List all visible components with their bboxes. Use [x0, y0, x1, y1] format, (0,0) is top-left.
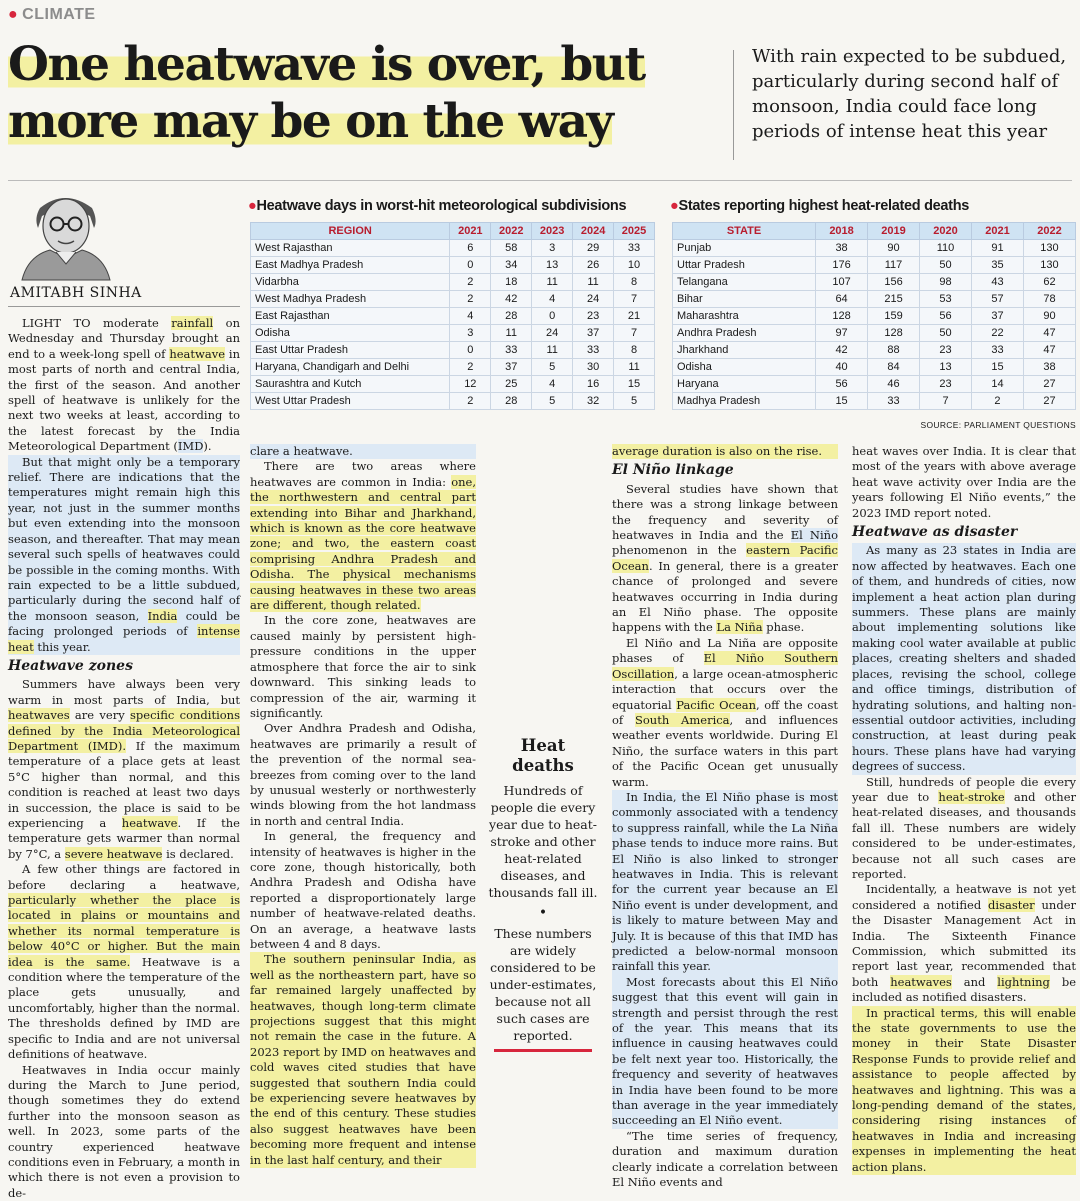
row-label-cell: Telangana — [673, 274, 816, 291]
value-cell: 28 — [491, 308, 532, 325]
row-label-cell: Maharashtra — [673, 308, 816, 325]
value-cell: 159 — [868, 308, 920, 325]
subhead-heatwave-disaster: Heatwave as disaster — [852, 525, 1076, 540]
value-cell: 176 — [816, 257, 868, 274]
header-rule — [8, 180, 1072, 181]
value-cell: 88 — [868, 342, 920, 359]
table-row — [673, 376, 1076, 393]
value-cell: 110 — [920, 240, 972, 257]
column-header-label: STATE — [673, 223, 816, 240]
row-label-cell: East Madhya Pradesh — [251, 257, 450, 274]
row-label-cell: East Uttar Pradesh — [251, 342, 450, 359]
table-row — [251, 359, 655, 376]
row-label-cell: Odisha — [251, 325, 450, 342]
subhead-el-nino: El Niño linkage — [612, 463, 838, 478]
row-label-cell: Bihar — [673, 291, 816, 308]
value-cell: 4 — [532, 376, 573, 393]
paragraph: Summers have always been very warm in most parts of India, but heatwaves are very specific conditions defined by the India Meteorological Department (IMD). If the maximum temperature of a place gets at least 5°C higher than normal, and this condition is reached at least two days in succession, the place is said to be experiencing a heatwave. If the temperature gets warmer than normal by 7°C, a severe heatwave is declared. — [8, 677, 240, 862]
table-row — [673, 291, 1076, 308]
value-cell: 37 — [573, 325, 614, 342]
value-cell: 18 — [491, 274, 532, 291]
row-label-cell: Jharkhand — [673, 342, 816, 359]
value-cell: 98 — [920, 274, 972, 291]
table-row — [673, 257, 1076, 274]
value-cell: 0 — [450, 342, 491, 359]
author-byline: AMITABH SINHA — [10, 285, 142, 301]
row-label-cell: Uttar Pradesh — [673, 257, 816, 274]
value-cell: 23 — [920, 342, 972, 359]
column-header-year: 2018 — [816, 223, 868, 240]
value-cell: 30 — [573, 359, 614, 376]
column-header-year: 2023 — [532, 223, 573, 240]
paragraph: As many as 23 states in India are now affected by heatwaves. Each one of them, and hundreds of cities, now implement a heat action plan during summers. These plans are mainly about implementing solutions like making cool water available at public places, creating shelters and shaded places, revising the school, college and office timings, distribution of hydrating solutions, and halting non-essential outdoor activities, including construction, at least during peak hours. These plans have had varying degrees of success. — [852, 543, 1076, 774]
value-cell: 50 — [920, 325, 972, 342]
headline: One heatwave is over, but more may be on the way — [8, 36, 718, 150]
table-row — [673, 359, 1076, 376]
paragraph: heat waves over India. It is clear that most of the years with above average heat wave activity over India are the years following El Niño events,” the 2023 IMD report noted. — [852, 444, 1076, 521]
value-cell: 5 — [614, 393, 655, 410]
value-cell: 5 — [532, 393, 573, 410]
column-header-year: 2024 — [573, 223, 614, 240]
value-cell: 57 — [971, 291, 1023, 308]
table-row — [673, 274, 1076, 291]
value-cell: 47 — [1023, 325, 1075, 342]
value-cell: 2 — [450, 393, 491, 410]
value-cell: 27 — [1023, 393, 1075, 410]
paragraph: A few other things are factored in before declaring a heatwave, particularly whether the place is located in plains or mountains and whether its normal temperature is below 40°C or higher. But the main idea is the same. Heatwave is a condition where the temperature of the place gets unusually, and uncomfortably, higher than the normal. The thresholds defined by IMD are specific to India and are not universal definitions of heatwave. — [8, 862, 240, 1062]
row-label-cell: Haryana — [673, 376, 816, 393]
value-cell: 11 — [573, 274, 614, 291]
column-header-label: REGION — [251, 223, 450, 240]
value-cell: 33 — [868, 393, 920, 410]
value-cell: 90 — [1023, 308, 1075, 325]
value-cell: 38 — [1023, 359, 1075, 376]
value-cell: 3 — [532, 240, 573, 257]
value-cell: 62 — [1023, 274, 1075, 291]
value-cell: 2 — [450, 291, 491, 308]
row-label-cell: East Rajasthan — [251, 308, 450, 325]
row-label-cell: Haryana, Chandigarh and Delhi — [251, 359, 450, 376]
table-row — [251, 325, 655, 342]
value-cell: 156 — [868, 274, 920, 291]
value-cell: 6 — [450, 240, 491, 257]
value-cell: 33 — [971, 342, 1023, 359]
article-column-2 — [250, 444, 476, 1056]
paragraph: Over Andhra Pradesh and Odisha, heatwaves are primarily a result of the prevention of the normal sea-breezes from coming over to the land by unusual westerly or northwesterly winds blowing from the hot landmass in north and central India. — [250, 721, 476, 829]
value-cell: 24 — [532, 325, 573, 342]
column-header-year: 2025 — [614, 223, 655, 240]
column-header-year: 2020 — [920, 223, 972, 240]
heatwave-days-table — [250, 222, 655, 410]
table-row — [251, 274, 655, 291]
paragraph: In India, the El Niño phase is most commonly associated with a tendency to suppress rainfall, while the La Niña phase tends to induce more rains. But El Niño is also linked to stronger heatwaves in India. This is relevant for the current year because an El Niño event is under development, and is likely to mature between May and July. It is because of this that IMD has predicted a below-normal monsoon rainfall this year. — [612, 790, 838, 975]
value-cell: 15 — [816, 393, 868, 410]
column-header-year: 2019 — [868, 223, 920, 240]
value-cell: 56 — [816, 376, 868, 393]
paragraph: Several studies have shown that there was a strong linkage between the frequency and severity of heatwaves in India and the El Niño phenomenon in the eastern Pacific Ocean. In general, there is a greater chance of prolonged and severe heatwaves occurring in India during an El Niño phase. The opposite happens with the La Niña phase. — [612, 482, 838, 636]
value-cell: 4 — [450, 308, 491, 325]
table1-title: ●Heatwave days in worst-hit meteorological subdivisions — [248, 198, 626, 214]
paragraph: LIGHT TO moderate rainfall on Wednesday and Thursday brought an end to a week-long spell of heatwave in most parts of north and central India, the first of the season. And another spell of heatwave is unlikely for the next two weeks at least, according to the latest forecast by the India Meteorological Department (IMD). — [8, 316, 240, 455]
value-cell: 8 — [614, 342, 655, 359]
paragraph: Most forecasts about this El Niño suggest that this event will gain in strength and persist through the rest of the year. This means that its influence in causing heatwaves could be felt next year too. Historically, the frequency and severity of heatwaves in India have been found to be more than average in the year immediately succeeding an El Niño event. — [612, 975, 838, 1129]
value-cell: 23 — [573, 308, 614, 325]
value-cell: 32 — [573, 393, 614, 410]
table-row — [673, 393, 1076, 410]
value-cell: 58 — [491, 240, 532, 257]
value-cell: 26 — [573, 257, 614, 274]
article-column-4 — [852, 444, 1076, 1056]
value-cell: 64 — [816, 291, 868, 308]
value-cell: 2 — [450, 274, 491, 291]
value-cell: 22 — [971, 325, 1023, 342]
value-cell: 12 — [450, 376, 491, 393]
article-column-1 — [8, 316, 240, 1056]
value-cell: 4 — [532, 291, 573, 308]
paragraph: There are two areas where heatwaves are common in India: one, the northwestern and central part extending into Bihar and Jharkhand, which is known as the core heatwave zone; and two, the eastern coast comprising Andhra Pradesh and Odisha. The physical mechanisms causing heatwaves in these two areas are different, though related. — [250, 459, 476, 613]
value-cell: 7 — [614, 291, 655, 308]
table-row — [673, 240, 1076, 257]
paragraph: El Niño and La Niña are opposite phases of El Niño Southern Oscillation, a large ocean-atmospheric interaction that occurs over the equatorial Pacific Ocean, off the coast of South America, and influences weather events worldwide. During El Niño, the surface waters in this part of the Pacific Ocean get unusually warm. — [612, 636, 838, 790]
value-cell: 27 — [1023, 376, 1075, 393]
column-header-year: 2022 — [1023, 223, 1075, 240]
paragraph: The southern peninsular India, as well as the northeastern part, have so far remained largely unaffected by heatwaves, though long-term climate projections suggest that this might not remain the case in the future. A 2023 report by IMD on heatwaves and cold waves cited studies that have suggested that southern India could be experiencing severe heatwaves by the end of this century. These studies also suggest heatwaves have been becoming more frequent and intense in the last half century, and their — [250, 952, 476, 1168]
value-cell: 28 — [491, 393, 532, 410]
value-cell: 117 — [868, 257, 920, 274]
value-cell: 11 — [532, 274, 573, 291]
value-cell: 107 — [816, 274, 868, 291]
value-cell: 90 — [868, 240, 920, 257]
value-cell: 33 — [614, 240, 655, 257]
paragraph: average duration is also on the rise. — [612, 444, 838, 459]
value-cell: 29 — [573, 240, 614, 257]
value-cell: 0 — [532, 308, 573, 325]
value-cell: 128 — [868, 325, 920, 342]
table-header-row — [673, 223, 1076, 240]
author-portrait — [10, 186, 120, 280]
value-cell: 42 — [816, 342, 868, 359]
value-cell: 13 — [920, 359, 972, 376]
value-cell: 23 — [920, 376, 972, 393]
value-cell: 7 — [920, 393, 972, 410]
row-label-cell: Punjab — [673, 240, 816, 257]
value-cell: 91 — [971, 240, 1023, 257]
value-cell: 38 — [816, 240, 868, 257]
paragraph: But that might only be a temporary relief. There are indications that the temperatures might remain high this year, not just in the summer months but even extending into the monsoon season, and thereafter. That may mean several such spells of heatwaves could be possible in the coming months. With rain expected to be a little subdued, particularly during the second half of the monsoon season, India could be facing prolonged periods of intense heat this year. — [8, 455, 240, 655]
sidebar-text: Hundreds of people die every year due to heat-stroke and other heat-related diseases, and thousands fall ill. — [488, 782, 598, 901]
value-cell: 35 — [971, 257, 1023, 274]
table-row — [251, 342, 655, 359]
sidebar-bullet: • — [488, 905, 598, 921]
row-label-cell: West Rajasthan — [251, 240, 450, 257]
sidebar-rule — [494, 1049, 592, 1052]
row-label-cell: West Madhya Pradesh — [251, 291, 450, 308]
table-row — [251, 291, 655, 308]
value-cell: 97 — [816, 325, 868, 342]
table-row — [673, 342, 1076, 359]
value-cell: 84 — [868, 359, 920, 376]
paragraph: Still, hundreds of people die every year due to heat-stroke and other heat-related diseases, and thousands fall ill. These numbers are widely considered to be under-estimates, because not all such cases are reported. — [852, 775, 1076, 883]
value-cell: 42 — [491, 291, 532, 308]
value-cell: 2 — [971, 393, 1023, 410]
value-cell: 11 — [614, 359, 655, 376]
subhead-heatwave-zones: Heatwave zones — [8, 659, 240, 674]
table-row — [251, 308, 655, 325]
value-cell: 34 — [491, 257, 532, 274]
byline-rule — [8, 306, 240, 307]
value-cell: 50 — [920, 257, 972, 274]
value-cell: 78 — [1023, 291, 1075, 308]
table-row — [673, 308, 1076, 325]
value-cell: 10 — [614, 257, 655, 274]
value-cell: 15 — [971, 359, 1023, 376]
source-note: SOURCE: PARLIAMENT QUESTIONS — [820, 420, 1076, 430]
heat-deaths-sidebar — [488, 736, 598, 1052]
value-cell: 3 — [450, 325, 491, 342]
value-cell: 47 — [1023, 342, 1075, 359]
table2-title: ●States reporting highest heat-related deaths — [670, 198, 969, 214]
headline-divider — [733, 50, 734, 160]
value-cell: 43 — [971, 274, 1023, 291]
paragraph: In the core zone, heatwaves are caused mainly by persistent high-pressure conditions in the upper atmosphere that force the air to sink downward. This sinking leads to compression of the air, warming it significantly. — [250, 613, 476, 721]
value-cell: 53 — [920, 291, 972, 308]
value-cell: 215 — [868, 291, 920, 308]
paragraph: Heatwaves in India occur mainly during the March to June period, though sometimes they do extend further into the monsoon season as well. In 2023, some parts of the country experienced heatwave conditions even in February, a month in which there is not even a provision to de- — [8, 1063, 240, 1201]
table-row — [251, 257, 655, 274]
row-label-cell: West Uttar Pradesh — [251, 393, 450, 410]
paragraph: In general, the frequency and intensity of heatwaves is higher in the core zone, though historically, both Andhra Pradesh and Odisha have reported a disproportionately large number of heatwave-related deaths. On an average, a heatwave lasts between 4 and 8 days. — [250, 829, 476, 952]
value-cell: 128 — [816, 308, 868, 325]
standfirst: With rain expected to be subdued, particularly during second half of monsoon, India could face long periods of intense heat this year — [752, 44, 1072, 144]
row-label-cell: Andhra Pradesh — [673, 325, 816, 342]
value-cell: 21 — [614, 308, 655, 325]
row-label-cell: Odisha — [673, 359, 816, 376]
paragraph: “The time series of frequency, duration and maximum duration clearly indicate a correlation between El Niño events and — [612, 1129, 838, 1191]
sidebar-text: These numbers are widely considered to be under-estimates, because not all such cases are reported. — [488, 925, 598, 1044]
value-cell: 130 — [1023, 240, 1075, 257]
value-cell: 5 — [532, 359, 573, 376]
value-cell: 33 — [573, 342, 614, 359]
value-cell: 14 — [971, 376, 1023, 393]
value-cell: 8 — [614, 274, 655, 291]
column-header-year: 2021 — [450, 223, 491, 240]
section-label: ● CLIMATE — [8, 6, 96, 24]
table-header-row — [251, 223, 655, 240]
column-header-year: 2022 — [491, 223, 532, 240]
value-cell: 13 — [532, 257, 573, 274]
value-cell: 7 — [614, 325, 655, 342]
table-row — [251, 393, 655, 410]
paragraph: clare a heatwave. — [250, 444, 476, 459]
value-cell: 16 — [573, 376, 614, 393]
paragraph: Incidentally, a heatwave is not yet considered a notified disaster under the Disaster Management Act in India. The Sixteenth Finance Commission, which submitted its report last year, recommended that both heatwaves and lightning be included as notified disasters. — [852, 882, 1076, 1005]
value-cell: 25 — [491, 376, 532, 393]
value-cell: 11 — [532, 342, 573, 359]
row-label-cell: Saurashtra and Kutch — [251, 376, 450, 393]
row-label-cell: Madhya Pradesh — [673, 393, 816, 410]
value-cell: 2 — [450, 359, 491, 376]
article-column-3 — [612, 444, 838, 1056]
value-cell: 40 — [816, 359, 868, 376]
value-cell: 37 — [971, 308, 1023, 325]
column-header-year: 2021 — [971, 223, 1023, 240]
value-cell: 56 — [920, 308, 972, 325]
value-cell: 130 — [1023, 257, 1075, 274]
value-cell: 15 — [614, 376, 655, 393]
value-cell: 24 — [573, 291, 614, 308]
table-row — [673, 325, 1076, 342]
value-cell: 33 — [491, 342, 532, 359]
value-cell: 11 — [491, 325, 532, 342]
heat-deaths-table — [672, 222, 1076, 410]
table-row — [251, 240, 655, 257]
row-label-cell: Vidarbha — [251, 274, 450, 291]
value-cell: 46 — [868, 376, 920, 393]
table-row — [251, 376, 655, 393]
value-cell: 37 — [491, 359, 532, 376]
paragraph: In practical terms, this will enable the state governments to use the money in their State Disaster Response Funds to provide relief and assistance to people affected by heatwaves and lightning. This was a long-pending demand of the states, considering rising instances of heatwaves in India and increasing expenses in implementing the heat action plans. — [852, 1006, 1076, 1175]
value-cell: 0 — [450, 257, 491, 274]
sidebar-title: Heat deaths — [488, 736, 598, 776]
